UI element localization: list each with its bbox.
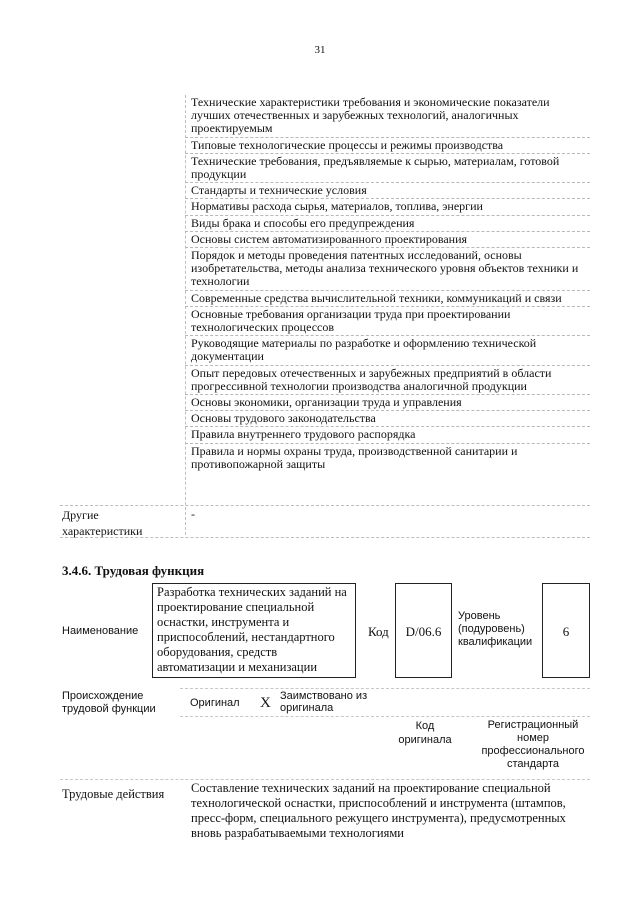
knowledge-item: Основные требования организации труда при проектировании технологических процессов	[185, 307, 590, 336]
code-box: D/06.6	[395, 583, 452, 678]
knowledge-item: Стандарты и технические условия	[185, 183, 590, 199]
code-original-label: Код оригинала	[398, 720, 452, 746]
function-name-box: Разработка технических заданий на проектирование специальной оснастки, инструмента и приспособлений, нестандартного оборудования, средств автоматизации и механизации	[152, 583, 356, 678]
divider	[60, 505, 590, 506]
divider	[60, 537, 590, 538]
knowledge-item: Правила и нормы охраны труда, производственной санитарии и противопожарной защиты	[191, 443, 518, 471]
knowledge-item: Нормативы расхода сырья, материалов, топлива, энергии	[185, 199, 590, 215]
name-label: Наименование	[62, 625, 139, 637]
labor-actions-text: Составление технических заданий на проектирование специальной технологической оснастки, приспособлений и инструмента (штампов, пресс-форм, специального режущего инструмента), предусмотренных вновь разрабатываемыми технологиями	[191, 781, 566, 840]
divider	[180, 688, 590, 689]
divider	[180, 716, 590, 717]
knowledge-list	[185, 95, 590, 472]
knowledge-item: Современные средства вычислительной техники, коммуникаций и связи	[185, 291, 590, 307]
knowledge-item: Опыт передовых отечественных и зарубежных предприятий в области прогрессивной технологии производства аналогичной продукции	[185, 366, 590, 395]
page-number: 31	[314, 44, 326, 56]
other-characteristics-label: Другие характеристики	[62, 508, 143, 538]
origin-original: Оригинал	[190, 697, 240, 709]
knowledge-item: Виды брака и способы его предупреждения	[185, 216, 590, 232]
divider	[60, 779, 590, 780]
knowledge-item: Порядок и методы проведения патентных исследований, основы изобретательства, методы анализа технического уровня объектов техники и технологии	[185, 248, 590, 291]
knowledge-item: Правила внутреннего трудового распорядка	[185, 427, 590, 443]
registration-number-label: Регистрационный номер профессионального стандарта	[481, 719, 585, 770]
code-label: Код	[368, 624, 389, 639]
origin-label: Происхождение трудовой функции	[62, 690, 156, 715]
other-characteristics-value: -	[191, 507, 195, 521]
labor-actions-label: Трудовые действия	[62, 787, 165, 801]
knowledge-item: Основы систем автоматизированного проектирования	[185, 232, 590, 248]
knowledge-item: Основы трудового законодательства	[185, 411, 590, 427]
origin-borrowed: Заимствовано из оригинала	[280, 690, 368, 714]
origin-mark: X	[260, 695, 271, 711]
knowledge-item: Руководящие материалы по разработке и оформлению технической документации	[185, 336, 590, 365]
section-title: 3.4.6. Трудовая функция	[62, 563, 205, 578]
knowledge-item: Технические требования, предъявляемые к сырью, материалам, готовой продукции	[185, 154, 590, 183]
knowledge-item: Основы экономики, организации труда и управления	[185, 395, 590, 411]
knowledge-item: Технические характеристики требования и экономические показатели лучших отечественных и зарубежных технологий, аналогичных проектируемым	[185, 95, 590, 138]
qualification-level-box: 6	[542, 583, 590, 678]
qualification-level-label: Уровень (подуровень) квалификации	[458, 610, 533, 648]
knowledge-item: Типовые технологические процессы и режимы производства	[185, 138, 590, 154]
